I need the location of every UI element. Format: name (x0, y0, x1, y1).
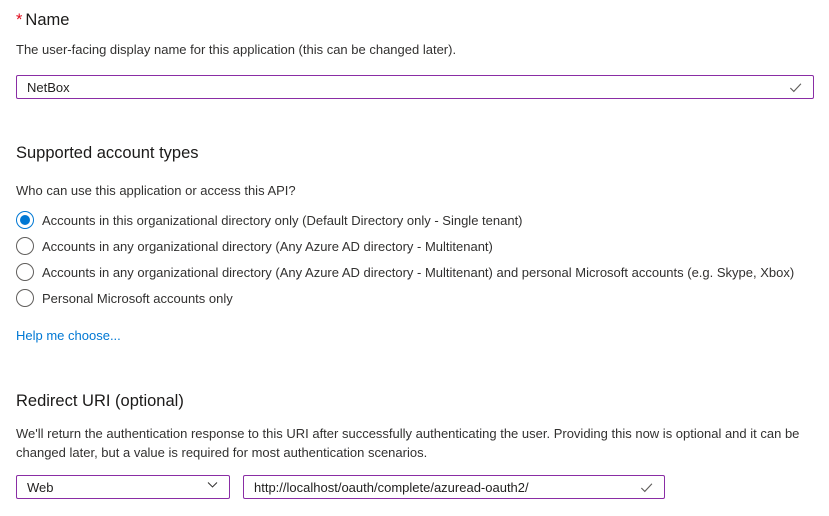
radio-button-icon (16, 211, 34, 229)
account-types-radio-group (16, 207, 814, 311)
account-type-option-multitenant[interactable] (16, 233, 814, 259)
platform-select-value: Web (27, 479, 54, 495)
redirect-uri-row (16, 475, 814, 499)
name-section-title (16, 10, 814, 31)
radio-button-icon (16, 289, 34, 307)
name-input-container (16, 75, 814, 99)
radio-button-icon (16, 263, 34, 281)
redirect-uri-section (16, 391, 814, 499)
redirect-uri-title: Redirect URI (optional) (16, 392, 184, 410)
checkmark-icon (788, 80, 813, 95)
account-type-option-multitenant-personal[interactable] (16, 259, 814, 285)
radio-button-icon (16, 237, 34, 255)
checkmark-icon (639, 480, 664, 495)
radio-label: Accounts in any organizational directory (Any Azure AD directory - Multitenant) and personal Microsoft accounts (e.g. Skype, Xbox) (42, 264, 795, 280)
chevron-down-icon (206, 478, 219, 496)
account-types-question: Who can use this application or access this API? (16, 183, 296, 198)
name-title-text: Name (25, 11, 70, 29)
account-types-section (16, 143, 814, 345)
redirect-uri-input[interactable] (244, 480, 639, 495)
required-marker: * (16, 11, 23, 29)
radio-label: Accounts in any organizational directory (Any Azure AD directory - Multitenant) (42, 238, 493, 254)
account-types-title: Supported account types (16, 144, 199, 162)
name-input[interactable] (17, 80, 788, 95)
redirect-uri-description: We'll return the authentication response to this URI after successfully authenticating the user. Providing this now is optional and it can be changed later, but a value is required for most authentication scenarios. (16, 426, 800, 460)
radio-label: Personal Microsoft accounts only (42, 290, 233, 306)
account-type-option-personal-only[interactable] (16, 285, 814, 311)
name-description: The user-facing display name for this application (this can be changed later). (16, 42, 457, 57)
help-me-choose-link[interactable]: Help me choose... (16, 328, 121, 343)
radio-label: Accounts in this organizational directory only (Default Directory only - Single tenant) (42, 212, 523, 228)
account-type-option-single-tenant[interactable] (16, 207, 814, 233)
redirect-uri-input-container (243, 475, 665, 499)
platform-select[interactable] (16, 475, 230, 499)
